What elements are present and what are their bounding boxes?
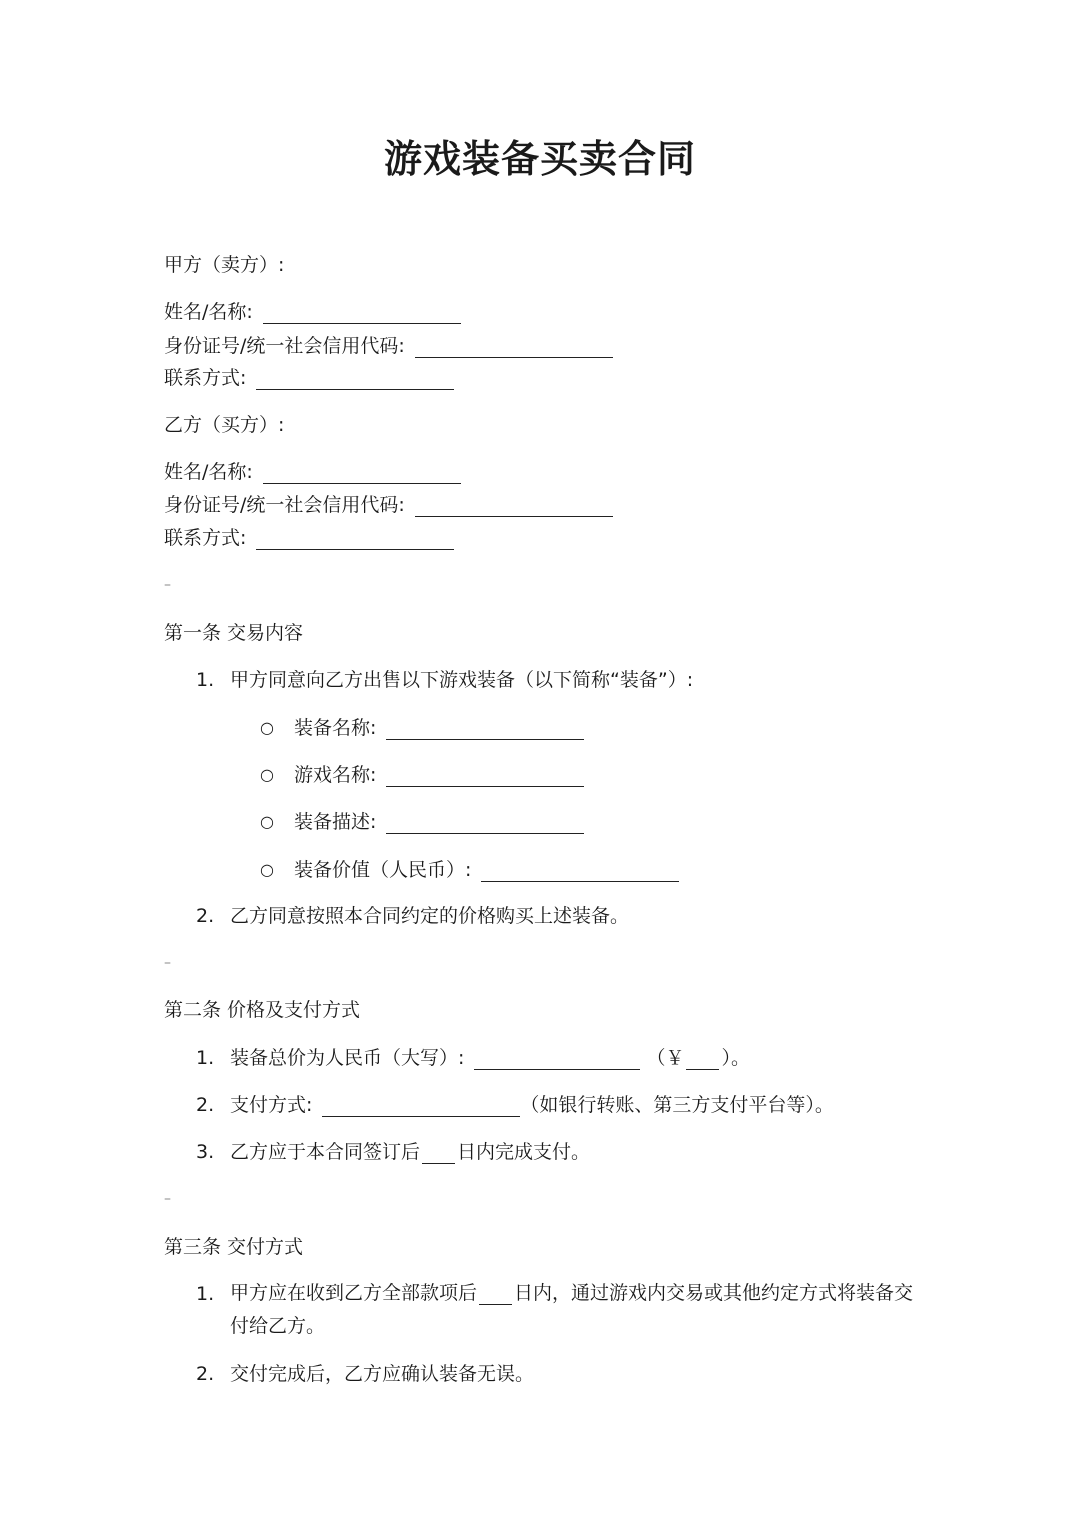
- party-a-contact-label: 联系方式:: [164, 367, 247, 389]
- article3-item-1: [164, 1280, 924, 1346]
- sub-item-label: 游戏名称:: [294, 764, 377, 786]
- list-text-content: [230, 1277, 920, 1343]
- party-b-name-row: [164, 458, 461, 486]
- party-a-id-row: [164, 332, 613, 360]
- sub-item-content: [294, 714, 584, 742]
- sub-item-content: [294, 856, 679, 884]
- party-b-heading: 乙方（买方）:: [164, 414, 285, 436]
- sub-item-content: [294, 808, 584, 836]
- party-a-contact-row: [164, 364, 454, 392]
- list-text: 交付完成后，乙方应确认装备无误。: [230, 1363, 535, 1385]
- delivery-days-blank: [479, 1284, 512, 1305]
- equipment-desc-blank: [386, 813, 584, 834]
- total-price-blank: [474, 1049, 640, 1070]
- list-text: 乙方同意按照本合同约定的价格购买上述装备。: [230, 905, 630, 927]
- party-b-id-row: [164, 491, 613, 519]
- yuan-amount-blank: [686, 1049, 719, 1070]
- game-name-blank: [386, 766, 584, 787]
- party-a-name-blank: [263, 303, 461, 324]
- payment-method-label: 支付方式:: [230, 1094, 313, 1116]
- article3-heading: 第三条 交付方式: [164, 1236, 304, 1258]
- payment-days-suffix: 日内完成支付。: [457, 1141, 591, 1163]
- bullet-circle: ○: [260, 765, 274, 784]
- party-b-id-blank: [415, 496, 613, 517]
- equipment-value-blank: [481, 861, 679, 882]
- yuan-open: （￥: [646, 1047, 685, 1069]
- party-a-contact-blank: [256, 369, 454, 390]
- separator: –: [164, 1191, 171, 1207]
- party-a-heading: 甲方（卖方）:: [164, 254, 285, 276]
- list-number: 1.: [196, 669, 215, 691]
- list-number: 1.: [196, 1283, 215, 1305]
- party-b-contact-row: [164, 524, 454, 552]
- total-price-label: 装备总价为人民币（大写）:: [230, 1047, 465, 1069]
- payment-method-note: （如银行转账、第三方支付平台等）。: [520, 1094, 834, 1116]
- list-number: 2.: [196, 905, 215, 927]
- party-b-contact-label: 联系方式:: [164, 527, 247, 549]
- party-b-id-label: 身份证号/统一社会信用代码:: [164, 494, 405, 516]
- party-a-name-row: [164, 298, 461, 326]
- yuan-close: ）。: [721, 1047, 750, 1069]
- sub-item-label: 装备描述:: [294, 811, 377, 833]
- list-text-content: [230, 1138, 590, 1166]
- party-b-contact-blank: [256, 529, 454, 550]
- equipment-name-blank: [386, 719, 584, 740]
- list-text: 甲方同意向乙方出售以下游戏装备（以下简称“装备”）:: [230, 669, 694, 691]
- party-a-id-blank: [415, 337, 613, 358]
- sub-item-label: 装备价值（人民币）:: [294, 859, 472, 881]
- separator: –: [164, 955, 171, 971]
- list-text-content: [230, 1091, 834, 1119]
- sub-item-content: [294, 761, 584, 789]
- list-number: 3.: [196, 1141, 215, 1163]
- payment-days-prefix: 乙方应于本合同签订后: [230, 1141, 421, 1163]
- party-b-name-label: 姓名/名称:: [164, 461, 253, 483]
- party-a-id-label: 身份证号/统一社会信用代码:: [164, 335, 405, 357]
- separator: –: [164, 577, 171, 593]
- article1-heading: 第一条 交易内容: [164, 622, 304, 644]
- bullet-circle: ○: [260, 718, 274, 737]
- article2-heading: 第二条 价格及支付方式: [164, 999, 361, 1021]
- delivery-days-suffix: 日内，通过游戏内交易或其他约定方式将装备交付给乙方。: [230, 1282, 914, 1337]
- delivery-days-prefix: 甲方应在收到乙方全部款项后: [230, 1282, 478, 1304]
- list-number: 2.: [196, 1363, 215, 1385]
- bullet-circle: ○: [260, 860, 274, 879]
- page-title: 游戏装备买卖合同: [383, 137, 696, 181]
- bullet-circle: ○: [260, 812, 274, 831]
- list-number: 2.: [196, 1094, 215, 1116]
- payment-days-blank: [422, 1143, 455, 1164]
- party-b-name-blank: [263, 463, 461, 484]
- list-text-content: [230, 1044, 750, 1072]
- payment-method-blank: [322, 1096, 520, 1117]
- party-a-name-label: 姓名/名称:: [164, 301, 253, 323]
- list-number: 1.: [196, 1047, 215, 1069]
- sub-item-label: 装备名称:: [294, 717, 377, 739]
